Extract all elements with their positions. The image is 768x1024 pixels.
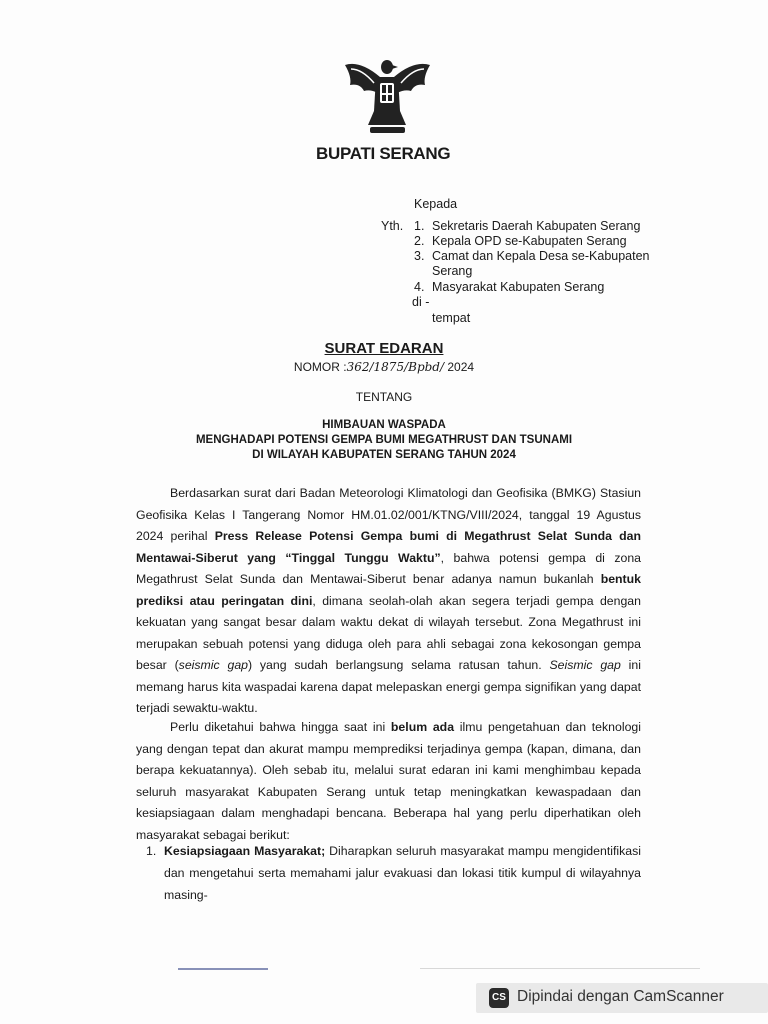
paragraph-1-text bbox=[136, 483, 641, 720]
paragraph-1-segment: Seismic gap bbox=[549, 658, 621, 672]
paragraph-1-segment: seismic gap bbox=[178, 658, 248, 672]
paragraph-1-segment: , bahwa potensi gempa di zona Megathrust Selat Sunda dan Mentawai-Siberut benar adanya namun bukanlah bbox=[136, 550, 641, 586]
addressee-item-3: Camat dan Kepala Desa se-Kabupaten bbox=[432, 249, 650, 263]
number-year: 2024 bbox=[447, 360, 475, 374]
paragraph-2-text bbox=[136, 717, 641, 846]
paragraph-1-segment: bentuk prediksi atau peringatan dini bbox=[136, 572, 641, 608]
subject-line-1: HIMBAUAN WASPADA bbox=[322, 419, 446, 431]
paragraph-1-segment: , dimana seolah-olah akan segera terjadi gempa dengan kekuatan yang sangat besar dalam waktu dekat di wilayah tersebut. Zona Megathrust ini merupakan sebuah potensi yang diduga oleh para ahli sebagai zona kekosongan gempa besar ( bbox=[136, 593, 641, 672]
list-item-text bbox=[164, 840, 641, 906]
paragraph-1-segment: Berdasarkan surat dari Badan Meteorologi Klimatologi dan Geofisika (BMKG) Stasiun Geofisika Kelas I Tangerang Nomor HM.01.02/001/KTNG/VIII/2024, tanggal 19 Agustus 2024 perihal bbox=[136, 486, 641, 543]
kepada-label: Kepada bbox=[414, 197, 458, 211]
number-handwritten: 362/1875/Bpbd/ bbox=[346, 360, 445, 374]
letter-title-text: SURAT EDARAN bbox=[324, 340, 444, 357]
subject-block bbox=[0, 418, 768, 463]
addressee-item-3-cont: Serang bbox=[432, 264, 473, 278]
list-item bbox=[136, 840, 641, 906]
addressee-item-1: Sekretaris Daerah Kabupaten Serang bbox=[432, 219, 641, 233]
addressee-num-3: 3. bbox=[414, 249, 425, 263]
subject-line-3: DI WILAYAH KABUPATEN SERANG TAHUN 2024 bbox=[252, 449, 516, 461]
addressee-item-4: Masyarakat Kabupaten Serang bbox=[432, 280, 605, 294]
di-label: di - bbox=[412, 295, 430, 309]
tentang-label: TENTANG bbox=[355, 390, 413, 404]
garuda-emblem-icon bbox=[340, 55, 435, 135]
addressee-num-1: 1. bbox=[414, 219, 425, 233]
addressee-num-4: 4. bbox=[414, 280, 425, 294]
list-item-1-segment: Kesiapsiagaan Masyarakat; bbox=[164, 844, 326, 858]
paragraph-1-segment: Press Release Potensi Gempa bumi di Megathrust Selat Sunda dan Mentawai-Siberut yang “Tinggal Tunggu Waktu” bbox=[136, 529, 642, 565]
addressee-item-2: Kepala OPD se-Kabupaten Serang bbox=[432, 234, 627, 248]
body-paragraph-1 bbox=[136, 483, 641, 720]
camscanner-label: Dipindai dengan CamScanner bbox=[517, 988, 724, 1005]
paragraph-2-segment: Perlu diketahui bahwa hingga saat ini bbox=[170, 720, 391, 734]
office-title: BUPATI SERANG bbox=[316, 144, 451, 163]
scan-edge-line bbox=[178, 968, 268, 970]
addressee-num-2: 2. bbox=[414, 234, 425, 248]
letter-title bbox=[0, 340, 768, 357]
paragraph-1-segment: ) yang sudah berlangsung selama ratusan tahun. bbox=[248, 658, 550, 672]
camscanner-logo-icon: CS bbox=[489, 988, 509, 1008]
list-item-1-segment: Diharapkan seluruh masyarakat mampu mengidentifikasi dan mengetahui serta memahami jalur evakuasi dan lokasi titik kumpul di wilayahnya masing- bbox=[164, 844, 641, 902]
scan-faint-line bbox=[420, 968, 700, 969]
tempat-label: tempat bbox=[432, 311, 471, 325]
paragraph-2-segment: belum ada bbox=[390, 720, 455, 734]
paragraph-2-segment: ilmu pengetahuan dan teknologi yang dengan tepat dan akurat mampu memprediksi terjadinya gempa (kapan, dimana, dan berapa kekuatannya). Oleh sebab itu, melalui surat edaran ini kami menghimbau kepada seluruh masyarakat Kabupaten Serang untuk tetap meningkatkan kewaspadaan dan kesiapsiagaan dalam menghadapi bencana. Beberapa hal yang perlu diperhatikan oleh masyarakat sebagai berikut: bbox=[136, 720, 641, 842]
subject-line-2: MENGHADAPI POTENSI GEMPA BUMI MEGATHRUST DAN TSUNAMI bbox=[195, 434, 573, 446]
body-paragraph-2 bbox=[136, 717, 641, 846]
number-label: NOMOR : bbox=[293, 360, 347, 374]
paragraph-1-segment: ini memang harus kita waspadai karena dapat melepaskan energi gempa signifikan yang dapat terjadi sewaktu-waktu. bbox=[136, 658, 641, 715]
letter-number bbox=[0, 360, 768, 374]
recommendation-list bbox=[136, 840, 641, 906]
yth-label: Yth. bbox=[381, 219, 404, 233]
list-item-number: 1. bbox=[146, 844, 157, 858]
